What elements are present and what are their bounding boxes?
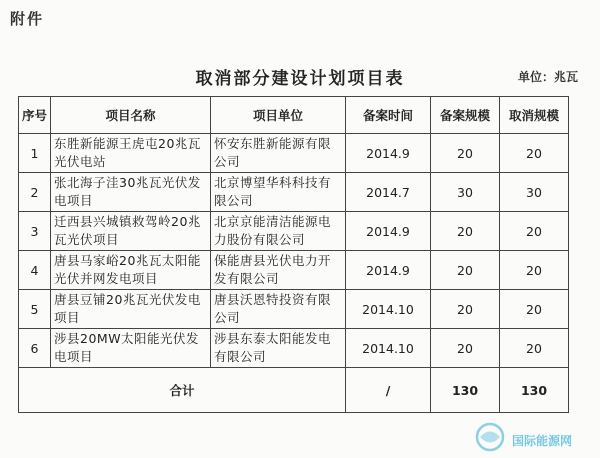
cell-date: 2014.9 xyxy=(346,212,431,251)
cell-cancel: 20 xyxy=(500,134,569,173)
cell-seq: 3 xyxy=(19,212,51,251)
cell-seq: 6 xyxy=(19,329,51,368)
cell-name: 迁西县兴城镇救驾岭20兆瓦光伏项目 xyxy=(51,212,211,251)
attachment-label: 附件 xyxy=(10,10,45,28)
table-row xyxy=(19,212,569,251)
cell-seq: 5 xyxy=(19,290,51,329)
cell-name: 唐县豆铺20兆瓦光伏发电项目 xyxy=(51,290,211,329)
cell-company: 怀安东胜新能源有限公司 xyxy=(211,134,346,173)
cell-company: 北京博望华科科技有限公司 xyxy=(211,173,346,212)
cell-cancel: 20 xyxy=(500,329,569,368)
cell-scale: 20 xyxy=(431,251,500,290)
cell-date: 2014.7 xyxy=(346,173,431,212)
header-scale: 备案规模 xyxy=(431,97,500,134)
cell-date: 2014.9 xyxy=(346,134,431,173)
header-seq: 序号 xyxy=(19,97,51,134)
cell-name: 涉县20MW太阳能光伏发电项目 xyxy=(51,329,211,368)
cell-scale: 20 xyxy=(431,212,500,251)
cell-cancel: 20 xyxy=(500,290,569,329)
cell-date: 2014.10 xyxy=(346,290,431,329)
total-date: / xyxy=(346,368,431,413)
total-cancel: 130 xyxy=(500,368,569,413)
header-cancel: 取消规模 xyxy=(500,97,569,134)
cell-name: 东胜新能源王虎屯20兆瓦光伏电站 xyxy=(51,134,211,173)
header-row xyxy=(19,97,569,134)
table-row xyxy=(19,290,569,329)
cell-company: 北京京能清洁能源电力股份有限公司 xyxy=(211,212,346,251)
header-name: 项目名称 xyxy=(51,97,211,134)
unit-label: 单位：兆瓦 xyxy=(517,70,578,84)
cell-cancel: 20 xyxy=(500,251,569,290)
header-company: 项目单位 xyxy=(211,97,346,134)
cell-company: 涉县东泰太阳能发电有限公司 xyxy=(211,329,346,368)
cell-cancel: 20 xyxy=(500,212,569,251)
total-label: 合计 xyxy=(19,368,346,413)
cell-company: 唐县沃恩特投资有限公司 xyxy=(211,290,346,329)
cell-scale: 20 xyxy=(431,134,500,173)
watermark-text: 国际能源网 xyxy=(512,434,573,448)
total-row xyxy=(19,368,569,413)
table-row xyxy=(19,173,569,212)
total-scale: 130 xyxy=(431,368,500,413)
cell-date: 2014.9 xyxy=(346,251,431,290)
project-table xyxy=(18,96,569,413)
table-row xyxy=(19,329,569,368)
table-row xyxy=(19,251,569,290)
cell-scale: 30 xyxy=(431,173,500,212)
table-title: 取消部分建设计划项目表 xyxy=(195,69,405,89)
cell-seq: 4 xyxy=(19,251,51,290)
cell-scale: 20 xyxy=(431,329,500,368)
cell-name: 张北海子洼30兆瓦光伏发电项目 xyxy=(51,173,211,212)
cell-seq: 1 xyxy=(19,134,51,173)
cell-scale: 20 xyxy=(431,290,500,329)
table-row xyxy=(19,134,569,173)
cell-date: 2014.10 xyxy=(346,329,431,368)
cell-cancel: 30 xyxy=(500,173,569,212)
cell-seq: 2 xyxy=(19,173,51,212)
header-date: 备案时间 xyxy=(346,97,431,134)
cell-name: 唐县马家峪20兆瓦太阳能光伏并网发电项目 xyxy=(51,251,211,290)
cell-company: 保能唐县光伏电力开发有限公司 xyxy=(211,251,346,290)
